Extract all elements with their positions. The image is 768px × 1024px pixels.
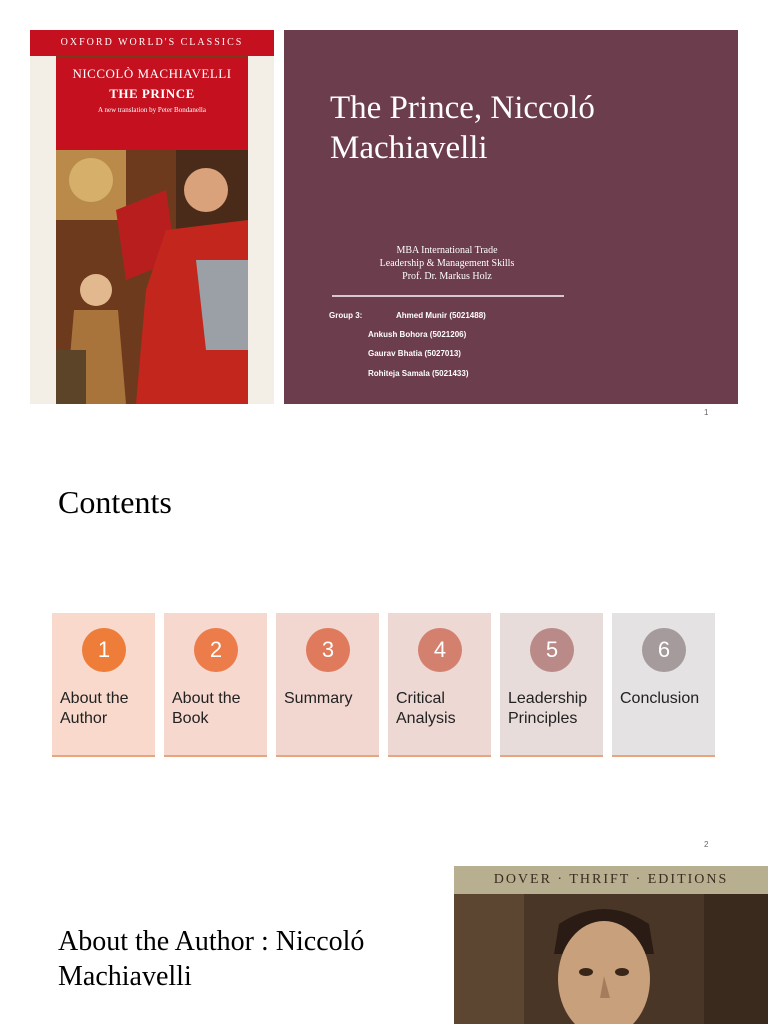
cover-author: NICCOLÒ MACHIAVELLI [72, 66, 232, 81]
course-program: MBA International Trade [396, 245, 498, 256]
course-professor: Prof. Dr. Markus Holz [402, 271, 492, 282]
item-label: Leadership Principles [508, 690, 588, 727]
author-portrait-image [454, 866, 768, 1024]
course-info [344, 244, 550, 283]
cover-title: THE PRINCE [109, 86, 195, 101]
contents-title: Contents [58, 484, 172, 520]
item-number: 2 [194, 628, 238, 672]
item-label: Summary [284, 690, 353, 707]
cover-subtitle: A new translation by Peter Bondanella [98, 106, 206, 114]
contents-item-2[interactable] [164, 613, 267, 757]
member-name: Gaurav Bhatia (5027013) [368, 349, 461, 358]
page-number: 1 [704, 408, 709, 417]
cover-title-box [56, 58, 248, 150]
divider [332, 295, 564, 297]
item-label: Critical Analysis [396, 690, 456, 727]
cover-series: OXFORD WORLD'S CLASSICS [30, 30, 274, 56]
page-number: 2 [704, 840, 709, 849]
item-number: 1 [82, 628, 126, 672]
member-name: Ankush Bohora (5021206) [368, 330, 467, 339]
item-label: About the Book [172, 690, 241, 727]
item-number: 4 [418, 628, 462, 672]
member-name: Rohiteja Samala (5021433) [368, 369, 469, 378]
item-label: Conclusion [620, 690, 700, 707]
cover-painting [56, 150, 248, 404]
item-number: 5 [530, 628, 574, 672]
item-number: 3 [306, 628, 350, 672]
course-name: Leadership & Management Skills [379, 258, 515, 269]
presentation-title: The Prince, Niccoló Machiavelli [330, 90, 595, 166]
member-name: Ahmed Munir (5021488) [396, 311, 486, 320]
contents-item-4[interactable] [388, 613, 491, 757]
contents-item-6[interactable] [612, 613, 715, 757]
contents-item-5[interactable] [500, 613, 603, 757]
item-label: About the Author [60, 690, 129, 727]
author-slide-title: About the Author : Niccoló Machiavelli [58, 926, 365, 992]
item-number: 6 [642, 628, 686, 672]
portrait-painting [454, 894, 768, 1024]
cover-series: DOVER · THRIFT · EDITIONS [454, 866, 768, 894]
title-slide [284, 30, 738, 404]
contents-item-1[interactable] [52, 613, 155, 757]
contents-item-3[interactable] [276, 613, 379, 757]
group-label: Group 3: [329, 311, 363, 320]
book-cover-image [30, 30, 274, 404]
